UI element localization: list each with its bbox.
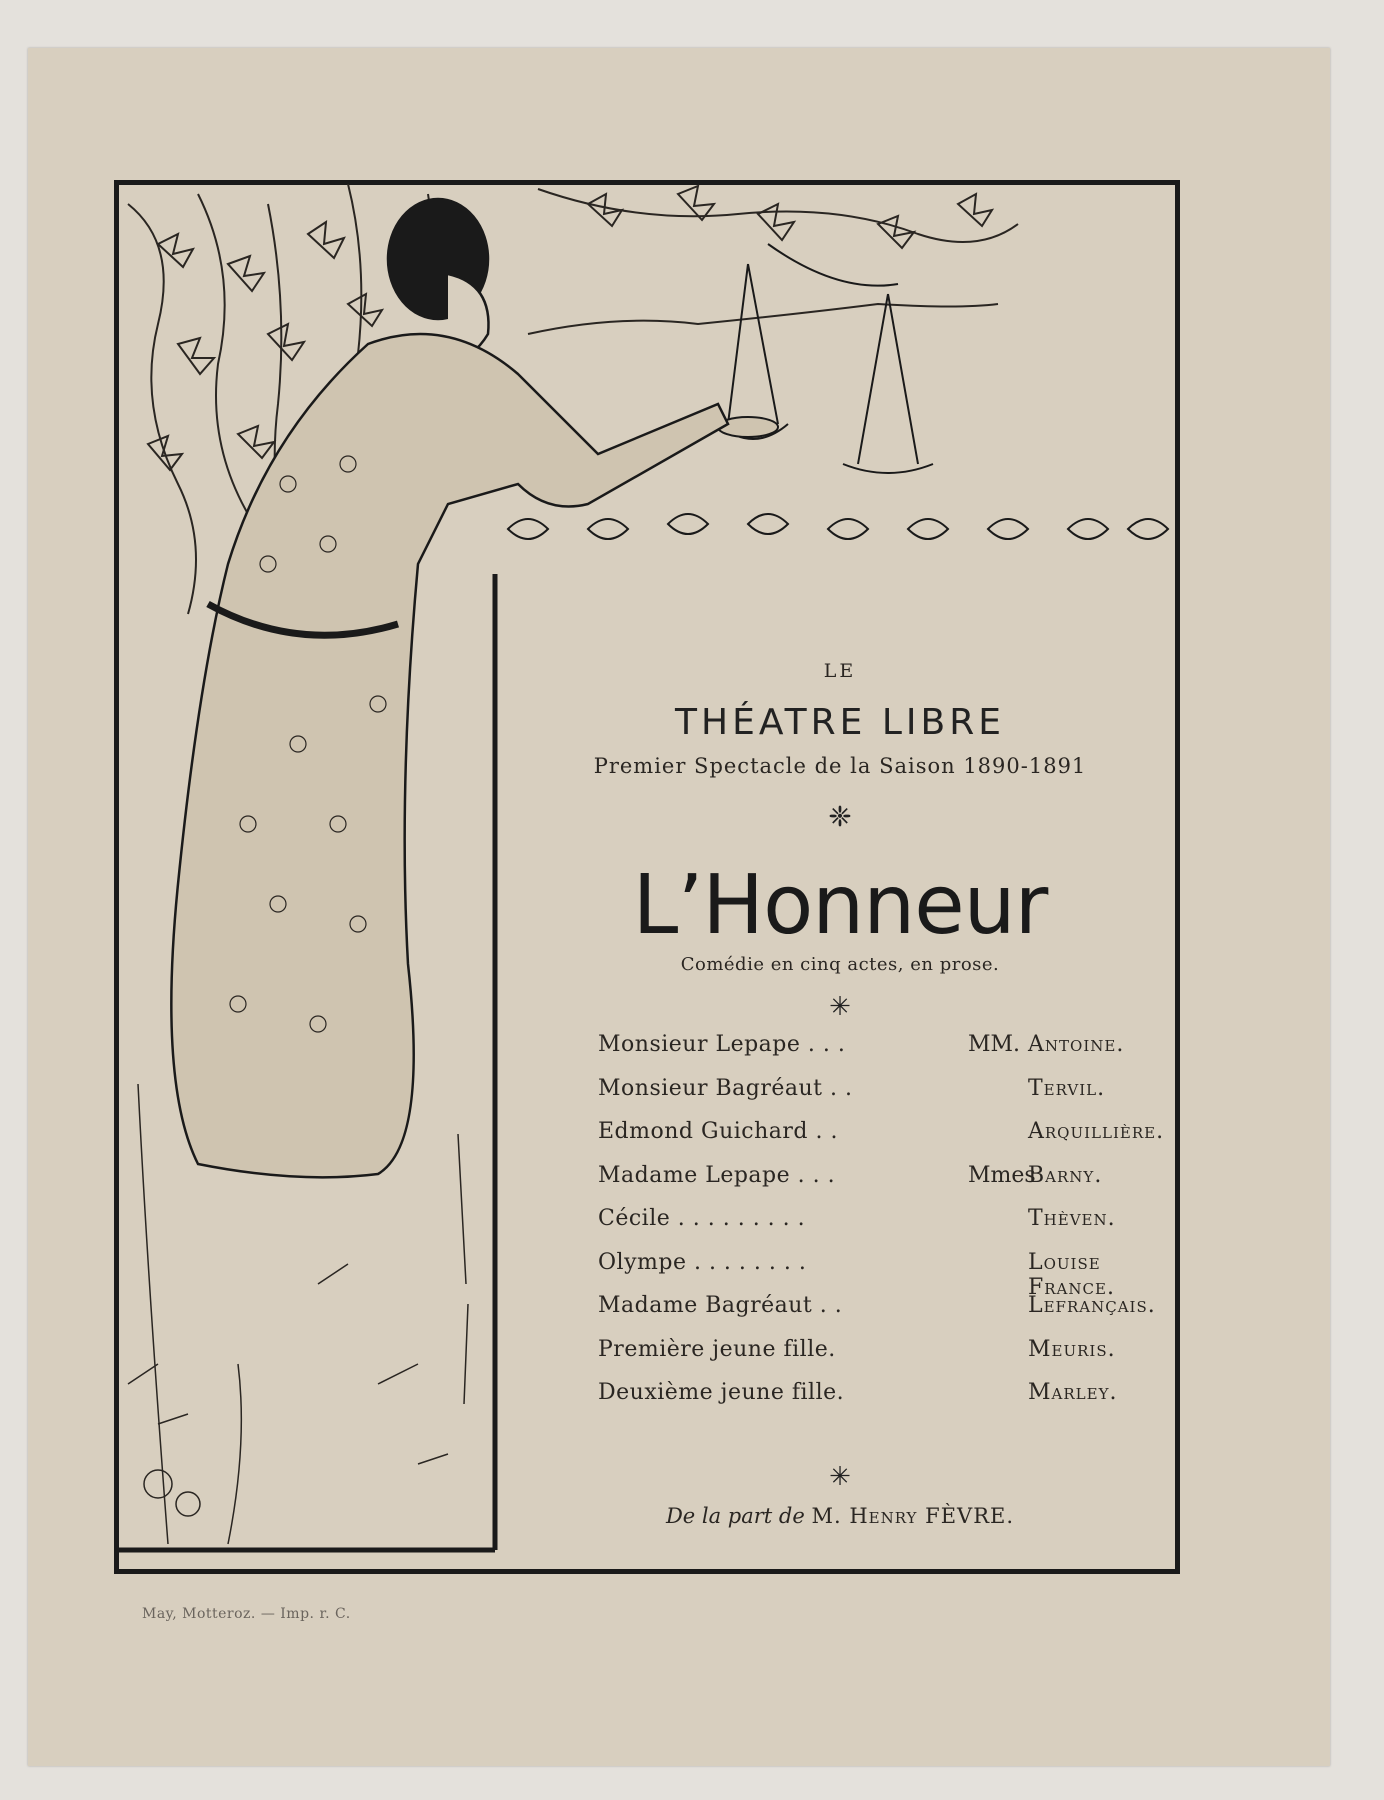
actor-name: Tervil. bbox=[1028, 1075, 1106, 1101]
header-le: LE bbox=[823, 660, 857, 682]
actor-name: Marley. bbox=[1028, 1380, 1118, 1405]
actor-prefix: MM. bbox=[968, 1032, 1021, 1057]
theatre-name: THÉATRE LIBRE bbox=[675, 702, 1005, 743]
play-subtitle: Comédie en cinq actes, en prose. bbox=[680, 954, 1000, 975]
cast-row bbox=[598, 1380, 1158, 1424]
credit-prefix: De la part de bbox=[665, 1504, 805, 1528]
actor-name: Lefrançais. bbox=[1028, 1293, 1156, 1318]
programme-text bbox=[500, 640, 1180, 1528]
credit-line bbox=[500, 1504, 1180, 1528]
cast-row bbox=[598, 1337, 1158, 1381]
actor-name: Barny. bbox=[1028, 1162, 1103, 1188]
actor-name: Louise France. bbox=[1028, 1249, 1115, 1300]
separator-star: ✳ bbox=[829, 992, 851, 1022]
cast-row bbox=[598, 1163, 1158, 1207]
role-name: Première jeune fille. bbox=[598, 1336, 836, 1362]
credit-name: M. Henry FÈVRE. bbox=[811, 1504, 1015, 1528]
role-name: Olympe . . . . . . . . bbox=[598, 1249, 807, 1275]
cast-list bbox=[598, 1032, 1165, 1424]
role-name: Edmond Guichard . . bbox=[598, 1119, 838, 1144]
cast-row bbox=[598, 1119, 1165, 1163]
role-name: Monsieur Lepape . . . bbox=[598, 1032, 846, 1057]
role-name: Deuxième jeune fille. bbox=[598, 1380, 845, 1405]
printer-imprint: May, Motteroz. — Imp. r. C. bbox=[142, 1606, 351, 1622]
season-line: Premier Spectacle de la Saison 1890-1891 bbox=[593, 754, 1087, 778]
role-name: Madame Bagréaut . . bbox=[598, 1293, 843, 1318]
actor-name: Thèven. bbox=[1028, 1206, 1116, 1231]
actor-name: Meuris. bbox=[1028, 1336, 1116, 1362]
play-title: L’Honneur bbox=[632, 858, 1048, 953]
ornament: ❈ bbox=[828, 800, 852, 833]
cast-row bbox=[598, 1032, 1158, 1076]
actor-prefix: Mmes bbox=[968, 1162, 1036, 1188]
cast-row bbox=[598, 1249, 1158, 1300]
cast-row bbox=[598, 1293, 1158, 1337]
separator-star: ✳ bbox=[829, 1462, 851, 1492]
cast-row bbox=[598, 1206, 1158, 1250]
actor-name: Antoine. bbox=[1028, 1032, 1125, 1057]
role-name: Monsieur Bagréaut . . bbox=[598, 1075, 853, 1101]
role-name: Madame Lepape . . . bbox=[598, 1162, 836, 1188]
role-name: Cécile . . . . . . . . . bbox=[598, 1206, 806, 1231]
actor-name: Arquillière. bbox=[1028, 1119, 1165, 1144]
cast-row bbox=[598, 1076, 1158, 1120]
